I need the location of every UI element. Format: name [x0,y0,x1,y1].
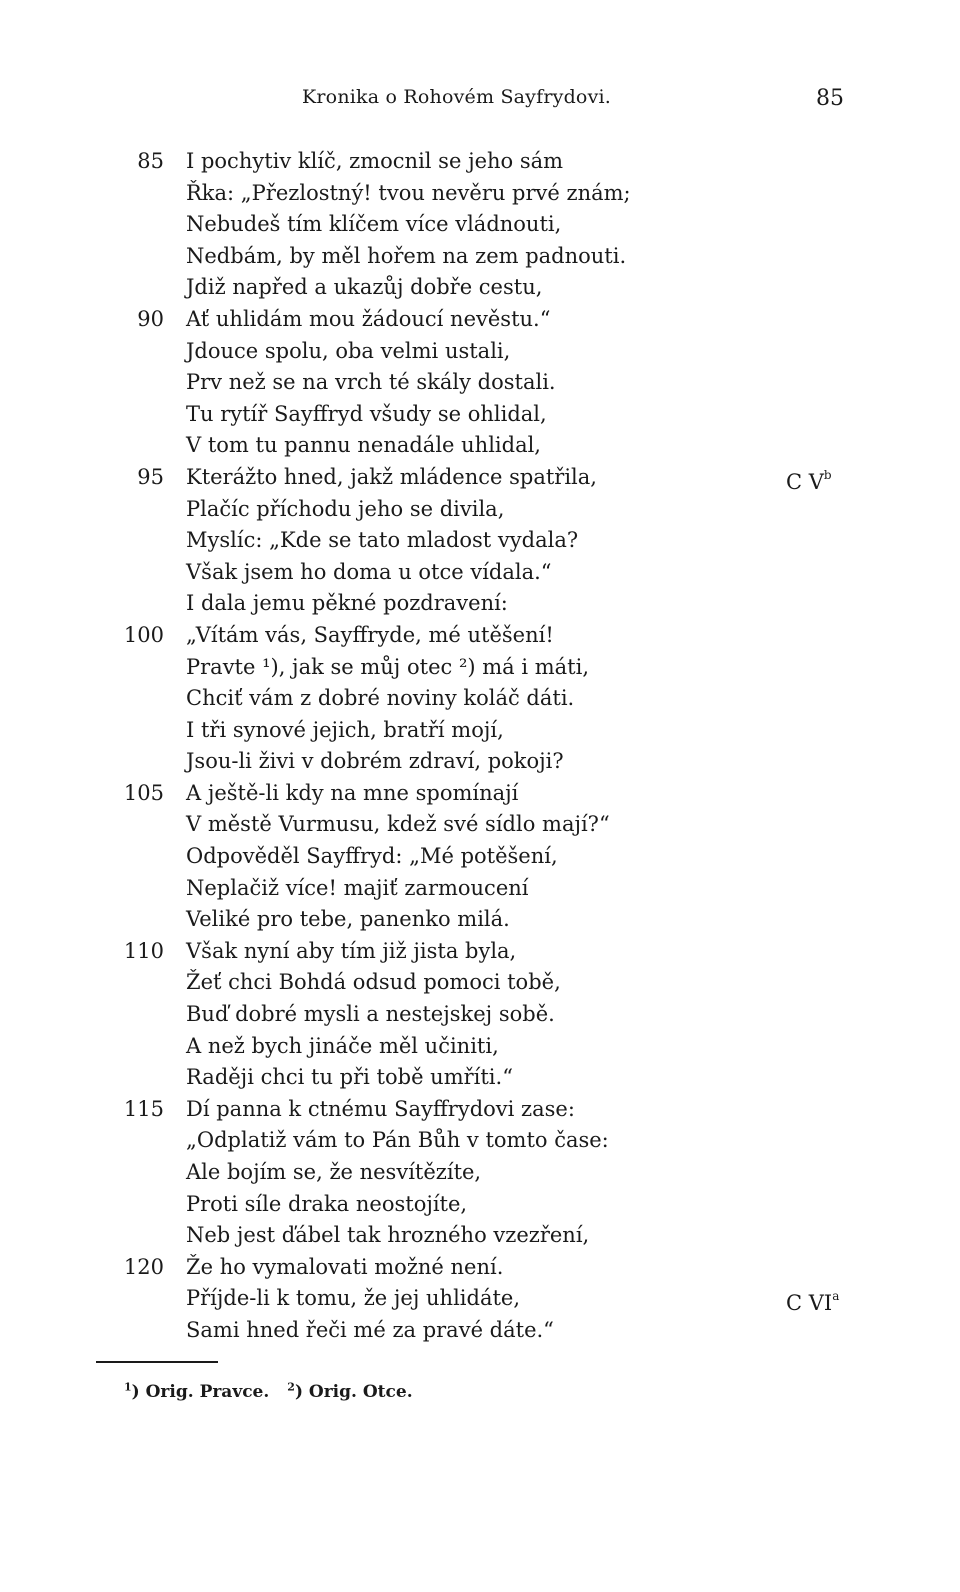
verse-number: 120 [123,1254,164,1279]
margin-note-superscript: a [832,1289,840,1304]
verse-text: Proti síle draka neostojíte, [186,1191,468,1216]
verse-line [0,620,960,652]
margin-note-text: C V [786,469,824,494]
verse-line [0,367,960,399]
verse-text: Plačíc příchodu jeho se divila, [186,496,505,521]
verse-text: Odpověděl Sayffryd: „Mé potěšení, [186,844,558,869]
footnote [287,1382,412,1402]
margin-note-superscript: b [823,467,832,482]
verse-line [0,746,960,778]
footnote-text: ) Orig. Pravce. [131,1381,270,1402]
verse-text: Buď dobré mysli a nestejskej sobě. [186,1002,555,1027]
verse-text: Kterážto hned, jakž mládence spatřila, [186,464,597,489]
verse-line [0,399,960,431]
verse-text: Nedbám, by měl hořem na zem padnouti. [186,243,627,268]
verse-line [0,1062,960,1094]
verse-text: A než bych jináče měl učiniti, [186,1033,499,1058]
verse-line [0,936,960,968]
verse-number: 115 [123,1096,164,1121]
margin-signature-note [786,1283,839,1319]
verse-text: Myslíc: „Kde se tato mladost vydala? [186,528,579,553]
verse-text: I pochytiv klíč, zmocnil se jeho sám [186,149,564,173]
verse-text: Žeť chci Bohdá odsud pomoci tobě, [186,970,561,995]
verse-line [0,241,960,273]
verse-line [0,1157,960,1189]
verse-number: 105 [123,780,164,805]
verse-text: Tu rytíř Sayffryd všudy se ohlidal, [186,401,547,426]
verse-text: Jdouce spolu, oba velmi ustali, [186,338,511,363]
verse-line [0,209,960,241]
verse-line [0,272,960,304]
verse-number: 90 [137,306,164,331]
verse-text: Ale bojím se, že nesvítězíte, [186,1160,482,1184]
verse-text: Pravte ¹), jak se můj otec ²) má i máti, [186,654,589,679]
verse-line [0,1189,960,1221]
verse-text: Neplačiž více! majiť zarmoucení [186,875,529,900]
verse-text: Chciť vám z dobré noviny koláč dáti. [186,686,575,711]
verse-line [0,1283,960,1315]
verse-line [0,494,960,526]
footnote-mark: 1 [124,1380,132,1393]
verse-text: V městě Vurmusu, kdež své sídlo mají?“ [186,812,610,837]
verse-line [0,778,960,810]
margin-note-text: C VI [786,1291,833,1316]
verse-line [0,557,960,589]
verse-text: Nebudeš tím klíčem více vládnouti, [186,212,562,237]
verse-line [0,1031,960,1063]
verse-text: Ať uhlidám mou žádoucí nevěstu.“ [186,306,551,331]
verse-line [0,999,960,1031]
running-title: Kronika o Rohovém Sayfrydovi. [302,86,612,108]
verse-line [0,588,960,620]
verse-line [0,967,960,999]
verse-text: Sami hned řeči mé za pravé dáte.“ [186,1317,554,1342]
verse-line [0,462,960,494]
verse-number: 85 [137,149,164,173]
verse-text: Dí panna k ctnému Sayffrydovi zase: [186,1096,575,1121]
page-number: 85 [816,86,844,111]
verse-line [0,525,960,557]
verse-text: I dala jemu pěkné pozdravení: [186,591,508,616]
verse-line [0,841,960,873]
verse-text: Však jsem ho doma u otce vídala.“ [186,559,552,584]
verse-text: V tom tu pannu nenadále uhlidal, [186,433,541,458]
verse-text: Že ho vymalovati možné není. [186,1254,504,1279]
verse-text: Příjde-li k tomu, že jej uhlidáte, [186,1286,521,1311]
verse-text: Jsou-li živi v dobrém zdraví, pokoji? [186,749,564,774]
verse-line [0,336,960,368]
verse-line [0,178,960,210]
verse-line [0,430,960,462]
verse-line [0,1220,960,1252]
verse-text: I tři synové jejich, bratří mojí, [186,717,504,742]
verse-line [0,873,960,905]
verse-number: 110 [123,938,164,963]
verse-line [0,1252,960,1284]
verse-text: „Odplatiž vám to Pán Bůh v tomto čase: [186,1128,609,1153]
footnote-text: ) Orig. Otce. [294,1381,413,1402]
verse-line [0,809,960,841]
verse-text: Veliké pro tebe, panenko milá. [186,907,510,932]
verse-line [0,146,960,178]
verse-text: Raději chci tu při tobě umříti.“ [186,1065,513,1090]
footnote-mark: 2 [287,1380,295,1393]
verse-line [0,304,960,336]
verse-text: Však nyní aby tím již jista byla, [186,938,517,963]
footnote-rule [96,1361,218,1363]
verse-text: Prv než se na vrch té skály dostali. [186,370,556,395]
verse-line [0,1125,960,1157]
verse-line [0,904,960,936]
verse-text: Jdiž napřed a ukazůj dobře cestu, [186,275,543,300]
verse-line [0,652,960,684]
verse-number: 100 [123,622,164,647]
verse-number: 95 [137,464,164,489]
verse-line [0,1315,960,1347]
verse-line [0,683,960,715]
running-head [0,86,960,116]
verse-text: Řka: „Přezlostný! tvou nevěru prvé znám; [186,180,631,205]
footnotes [124,1380,431,1402]
verse-line [0,715,960,747]
verse-block [0,146,960,1347]
verse-line [0,1094,960,1126]
verse-text: Neb jest ďábel tak hrozného vzezření, [186,1223,590,1248]
margin-signature-note [786,462,832,498]
verse-text: „Vítám vás, Sayffryde, mé utěšení! [186,622,554,647]
verse-text: A ještě-li kdy na mne spomínají [186,780,519,805]
footnote [124,1382,269,1402]
